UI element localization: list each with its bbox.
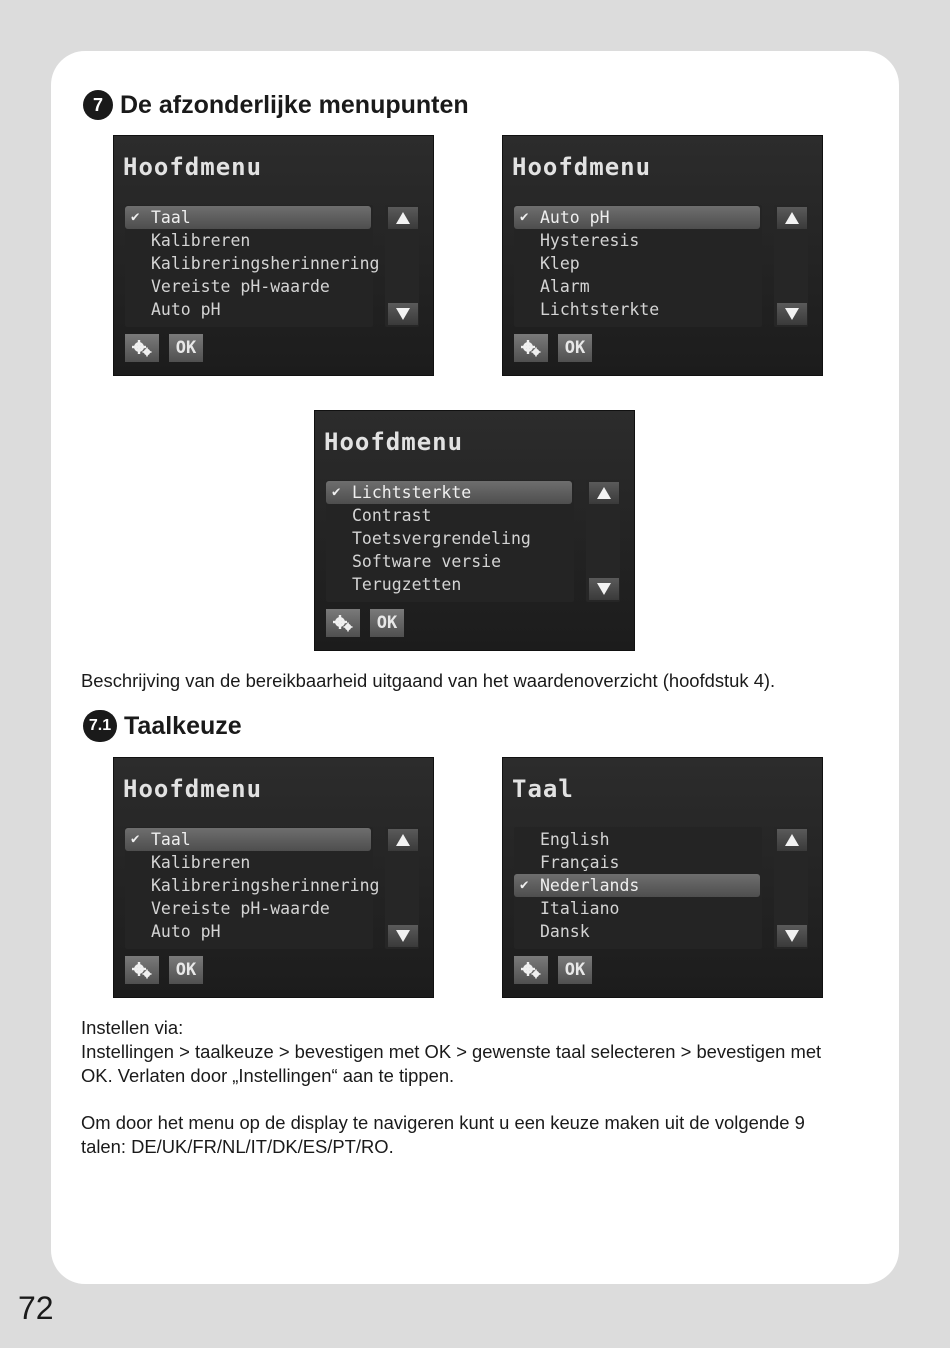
section-7-1-heading bbox=[83, 710, 242, 742]
menu-item[interactable] bbox=[125, 206, 371, 229]
menu-item[interactable] bbox=[514, 828, 760, 851]
menu-item-label: Dansk bbox=[540, 922, 590, 941]
menu-item-label: Alarm bbox=[540, 277, 590, 296]
menu-item[interactable] bbox=[125, 897, 371, 920]
menu-item[interactable] bbox=[514, 874, 760, 897]
menu-list bbox=[125, 205, 380, 327]
screen-title: Hoofdmenu bbox=[324, 428, 464, 456]
section-7-1-number-badge: 7.1 bbox=[83, 710, 117, 742]
checkmark-icon: ✔ bbox=[131, 209, 140, 225]
menu-item[interactable] bbox=[514, 920, 760, 943]
checkmark-icon: ✔ bbox=[520, 209, 529, 225]
menu-item[interactable] bbox=[125, 298, 371, 321]
gear-icon bbox=[520, 338, 542, 358]
menu-item[interactable] bbox=[125, 275, 371, 298]
settings-button[interactable] bbox=[125, 334, 159, 362]
screen-title: Hoofdmenu bbox=[123, 153, 263, 181]
checkmark-icon: ✔ bbox=[131, 831, 140, 847]
device-screen-main-menu-4 bbox=[113, 757, 434, 998]
arrow-down-icon bbox=[784, 929, 800, 943]
menu-item-label: Taal bbox=[151, 208, 191, 227]
scroll-up-button[interactable] bbox=[777, 207, 807, 229]
device-screen-main-menu-1 bbox=[113, 135, 434, 376]
section-7-heading bbox=[83, 90, 469, 120]
scroll-down-button[interactable] bbox=[777, 303, 807, 325]
arrow-up-icon bbox=[784, 211, 800, 225]
menu-item[interactable] bbox=[125, 229, 371, 252]
arrow-down-icon bbox=[784, 307, 800, 321]
arrow-up-icon bbox=[784, 833, 800, 847]
settings-button[interactable] bbox=[514, 334, 548, 362]
menu-item[interactable] bbox=[514, 298, 760, 321]
menu-item[interactable] bbox=[514, 275, 760, 298]
section-7-1-title: Taalkeuze bbox=[124, 711, 242, 740]
scroll-down-button[interactable] bbox=[589, 578, 619, 600]
languages-list: talen: DE/UK/FR/NL/IT/DK/ES/PT/RO. bbox=[81, 1136, 394, 1157]
ok-button[interactable]: OK bbox=[169, 334, 203, 362]
arrow-down-icon bbox=[596, 582, 612, 596]
menu-item[interactable] bbox=[125, 252, 380, 275]
menu-list bbox=[514, 827, 762, 949]
menu-item-label: Toetsvergrendeling bbox=[352, 529, 531, 548]
ok-button[interactable]: OK bbox=[169, 956, 203, 984]
scroll-down-button[interactable] bbox=[388, 303, 418, 325]
device-screen-language bbox=[502, 757, 823, 998]
menu-item-label: English bbox=[540, 830, 610, 849]
arrow-down-icon bbox=[395, 929, 411, 943]
menu-item[interactable] bbox=[514, 252, 760, 275]
ok-button[interactable]: OK bbox=[558, 956, 592, 984]
gear-icon bbox=[131, 338, 153, 358]
menu-item-label: Kalibreren bbox=[151, 231, 251, 250]
menu-item-label: Vereiste pH-waarde bbox=[151, 277, 330, 296]
instructions-steps-cont: OK. Verlaten door „Instellingen“ aan te tippen. bbox=[81, 1065, 455, 1086]
menu-item-label: Italiano bbox=[540, 899, 620, 918]
section-7-title: De afzonderlijke menupunten bbox=[120, 90, 469, 119]
section-7-number-badge: 7 bbox=[83, 90, 113, 120]
menu-item[interactable] bbox=[125, 828, 371, 851]
gear-icon bbox=[520, 960, 542, 980]
description-text: Beschrijving van de bereikbaarheid uitgaand van het waardenoverzicht (hoofdstuk 4). bbox=[81, 670, 776, 691]
settings-button[interactable] bbox=[514, 956, 548, 984]
menu-list bbox=[514, 205, 762, 327]
scroll-down-button[interactable] bbox=[388, 925, 418, 947]
scroll-up-button[interactable] bbox=[388, 207, 418, 229]
menu-item[interactable] bbox=[514, 206, 760, 229]
arrow-up-icon bbox=[596, 486, 612, 500]
menu-item[interactable] bbox=[326, 527, 572, 550]
menu-item-label: Auto pH bbox=[151, 922, 221, 941]
gear-icon bbox=[131, 960, 153, 980]
instructions-steps: Instellingen > taalkeuze > bevestigen met OK > gewenste taal selecteren > bevestigen met bbox=[81, 1041, 822, 1062]
menu-item-label: Français bbox=[540, 853, 620, 872]
device-screen-main-menu-3 bbox=[314, 410, 635, 651]
menu-list bbox=[326, 480, 574, 602]
device-screen-main-menu-2 bbox=[502, 135, 823, 376]
ok-button[interactable]: OK bbox=[370, 609, 404, 637]
menu-item-label: Hysteresis bbox=[540, 231, 640, 250]
scroll-up-button[interactable] bbox=[589, 482, 619, 504]
menu-item[interactable] bbox=[125, 874, 380, 897]
menu-item[interactable] bbox=[514, 897, 760, 920]
menu-item-label: Kalibreren bbox=[151, 853, 251, 872]
menu-item[interactable] bbox=[326, 481, 572, 504]
menu-list bbox=[125, 827, 380, 949]
menu-item[interactable] bbox=[125, 851, 371, 874]
settings-button[interactable] bbox=[125, 956, 159, 984]
arrow-down-icon bbox=[395, 307, 411, 321]
checkmark-icon: ✔ bbox=[332, 484, 341, 500]
arrow-up-icon bbox=[395, 833, 411, 847]
menu-item-label: Software versie bbox=[352, 552, 502, 571]
menu-item-label: Klep bbox=[540, 254, 580, 273]
menu-item-label: Kalibreringsherinnering bbox=[151, 876, 380, 895]
menu-item[interactable] bbox=[125, 920, 371, 943]
scroll-up-button[interactable] bbox=[777, 829, 807, 851]
scroll-up-button[interactable] bbox=[388, 829, 418, 851]
checkmark-icon: ✔ bbox=[520, 877, 529, 893]
screen-title: Hoofdmenu bbox=[123, 775, 263, 803]
gear-icon bbox=[332, 613, 354, 633]
menu-item[interactable] bbox=[514, 851, 760, 874]
menu-item-label: Terugzetten bbox=[352, 575, 462, 594]
menu-item-label: Taal bbox=[151, 830, 191, 849]
screen-title: Taal bbox=[512, 775, 574, 803]
arrow-up-icon bbox=[395, 211, 411, 225]
menu-item[interactable] bbox=[326, 573, 572, 596]
instructions-label: Instellen via: bbox=[81, 1017, 184, 1038]
ok-button[interactable]: OK bbox=[558, 334, 592, 362]
menu-item-label: Vereiste pH-waarde bbox=[151, 899, 330, 918]
screen-title: Hoofdmenu bbox=[512, 153, 652, 181]
scroll-down-button[interactable] bbox=[777, 925, 807, 947]
settings-button[interactable] bbox=[326, 609, 360, 637]
menu-item-label: Kalibreringsherinnering bbox=[151, 254, 380, 273]
menu-item[interactable] bbox=[326, 550, 572, 573]
languages-note: Om door het menu op de display te navigeren kunt u een keuze maken uit de volgende 9 bbox=[81, 1112, 805, 1133]
menu-item[interactable] bbox=[514, 229, 760, 252]
menu-item-label: Lichtsterkte bbox=[352, 483, 472, 502]
menu-item-label: Lichtsterkte bbox=[540, 300, 660, 319]
menu-item-label: Nederlands bbox=[540, 876, 640, 895]
menu-item-label: Contrast bbox=[352, 506, 432, 525]
page-number: 72 bbox=[18, 1290, 54, 1326]
menu-item[interactable] bbox=[326, 504, 572, 527]
menu-item-label: Auto pH bbox=[540, 208, 610, 227]
menu-item-label: Auto pH bbox=[151, 300, 221, 319]
